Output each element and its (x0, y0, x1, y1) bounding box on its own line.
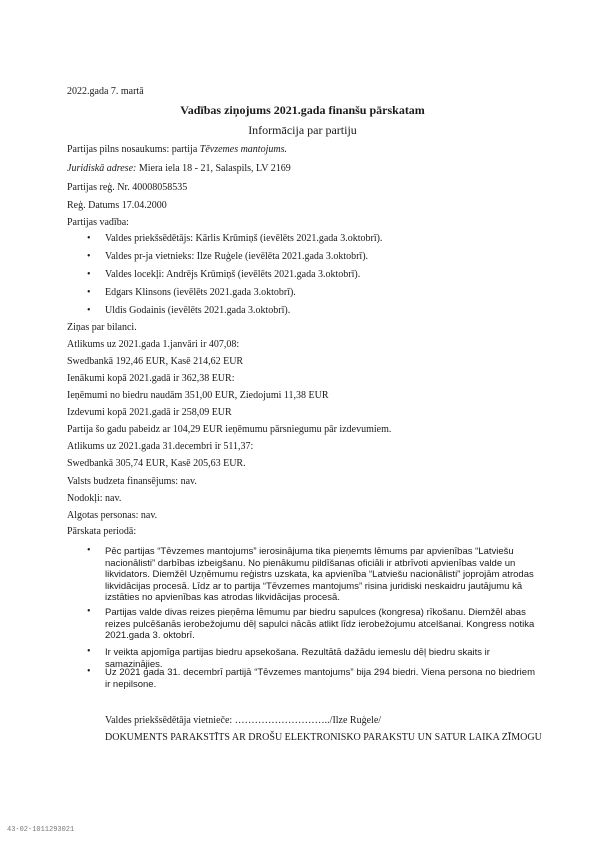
bullet-icon: • (87, 287, 91, 298)
budget-funding: Valsts budzeta finansējums: nav. (67, 476, 197, 487)
income-detail: Ieņēmumi no biedru naudām 351,00 EUR, Ziedojumi 11,38 EUR (67, 390, 329, 401)
leadership-item: Valdes locekļi: Andrējs Krūmiņš (ievēlēts 2021.gada 3.oktobrī). (105, 269, 361, 280)
document-date: 2022.gada 7. martā (67, 86, 144, 97)
leadership-item: Valdes priekšsēdētājs: Kārlis Krūmiņš (ievēlēts 2021.gada 3.oktobrī). (105, 233, 383, 244)
period-item: Ir veikta apjomīga partijas biedru apsekošana. Rezultātā dažādu iemeslu dēļ biedru skaits ir samazinājies. (105, 647, 490, 670)
bullet-icon: • (87, 269, 91, 280)
bullet-icon: • (87, 646, 91, 657)
e-signature-notice: DOKUMENTS PARAKSTĪTS AR DROŠU ELEKTRONISKO PARAKSTU UN SATUR LAIKA ZĪMOGU (105, 732, 542, 743)
bullet-icon: • (87, 305, 91, 316)
party-address (67, 163, 291, 174)
bullet-icon: • (87, 545, 91, 556)
period-label: Pārskata periodā: (67, 526, 137, 537)
bullet-icon: • (87, 666, 91, 677)
balance-end: Atlikums uz 2021.gada 31.decembri ir 511,37: (67, 441, 254, 452)
year-result: Partija šo gadu pabeidz ar 104,29 EUR ieņēmumu pārsniegumu pār izdevumiem. (67, 424, 392, 435)
document-title: Vadības ziņojums 2021.gada finanšu pārskatam (180, 103, 425, 117)
bullet-icon: • (87, 233, 91, 244)
leadership-item: Edgars Klinsons (ievēlēts 2021.gada 3.oktobrī). (105, 287, 296, 298)
party-name: Tēvzemes mantojums. (199, 144, 287, 155)
bullet-icon: • (87, 606, 91, 617)
party-full-name (67, 144, 287, 155)
party-full-name-label: Partijas pilns nosaukums: partija (67, 144, 200, 155)
income-total: Ienākumi kopā 2021.gadā ir 362,38 EUR: (67, 373, 235, 384)
party-reg-nr: Partijas reģ. Nr. 40008058535 (67, 182, 188, 193)
taxes: Nodokļi: nav. (67, 493, 122, 504)
leadership-label: Partijas vadība: (67, 217, 129, 228)
leadership-item: Uldis Godainis (ievēlēts 2021.gada 3.oktobrī). (105, 305, 291, 316)
leadership-item: Valdes pr-ja vietnieks: Ilze Ruģele (ievēlēta 2021.gada 3.oktobrī). (105, 251, 369, 262)
period-item: Partijas valde divas reizes pieņēma lēmumu par biedru sapulces (kongresa) rīkošanu. Diemžēl abas reizes pulcēšanās ierobežojumu dēļ sapulci nācās atlikt līdz ierobežojumu atcelšanai. Kongress notika 2021.gada 3. oktobrī. (105, 607, 535, 641)
party-reg-date: Reģ. Datums 17.04.2000 (67, 200, 167, 211)
address-value: Miera iela 18 - 21, Salaspils, LV 2169 (136, 163, 291, 174)
period-item: Pēc partijas “Tēvzemes mantojums” ierosinājuma tika pieņemts lēmums par apvienības “Latviešu nacionālisti” darbības izbeigšanu. No pienākumu pildīšanas oficiāli ir atbrīvoti apvienības valde un likvidators. Diemžēl Uzņēmumu reģistrs uzskata, ka apvienība “Latviešu nacionālisti” joprojām atrodas likvidācijas procesā. Līdz ar to partija “Tēvzemes mantojums” risina juridiski neskaidru jautājumu kā izstāties no apvienības kas atrodas likvidācijas procesā. (105, 546, 534, 603)
balance-start: Atlikums uz 2021.gada 1.janvāri ir 407,08: (67, 339, 240, 350)
bullet-icon: • (87, 251, 91, 262)
balance-label: Ziņas par bilanci. (67, 322, 137, 333)
document-id: 43-02-1011293021 (7, 826, 75, 834)
document-subtitle: Informācija par partiju (248, 123, 357, 137)
salaried-persons: Algotas personas: nav. (67, 510, 158, 521)
balance-end-detail: Swedbankā 305,74 EUR, Kasē 205,63 EUR. (67, 458, 246, 469)
expenses-total: Izdevumi kopā 2021.gadā ir 258,09 EUR (67, 407, 232, 418)
period-item: Uz 2021 gada 31. decembrī partijā “Tēvzemes mantojums” bija 294 biedri. Viena persona no biedriem ir nepilsone. (105, 667, 535, 690)
address-label: Juridiskā adrese: (67, 163, 137, 174)
signature-line: Valdes priekšsēdētāja vietnieče: ………………………../Ilze Ruģele/ (105, 715, 382, 726)
balance-start-detail: Swedbankā 192,46 EUR, Kasē 214,62 EUR (67, 356, 244, 367)
